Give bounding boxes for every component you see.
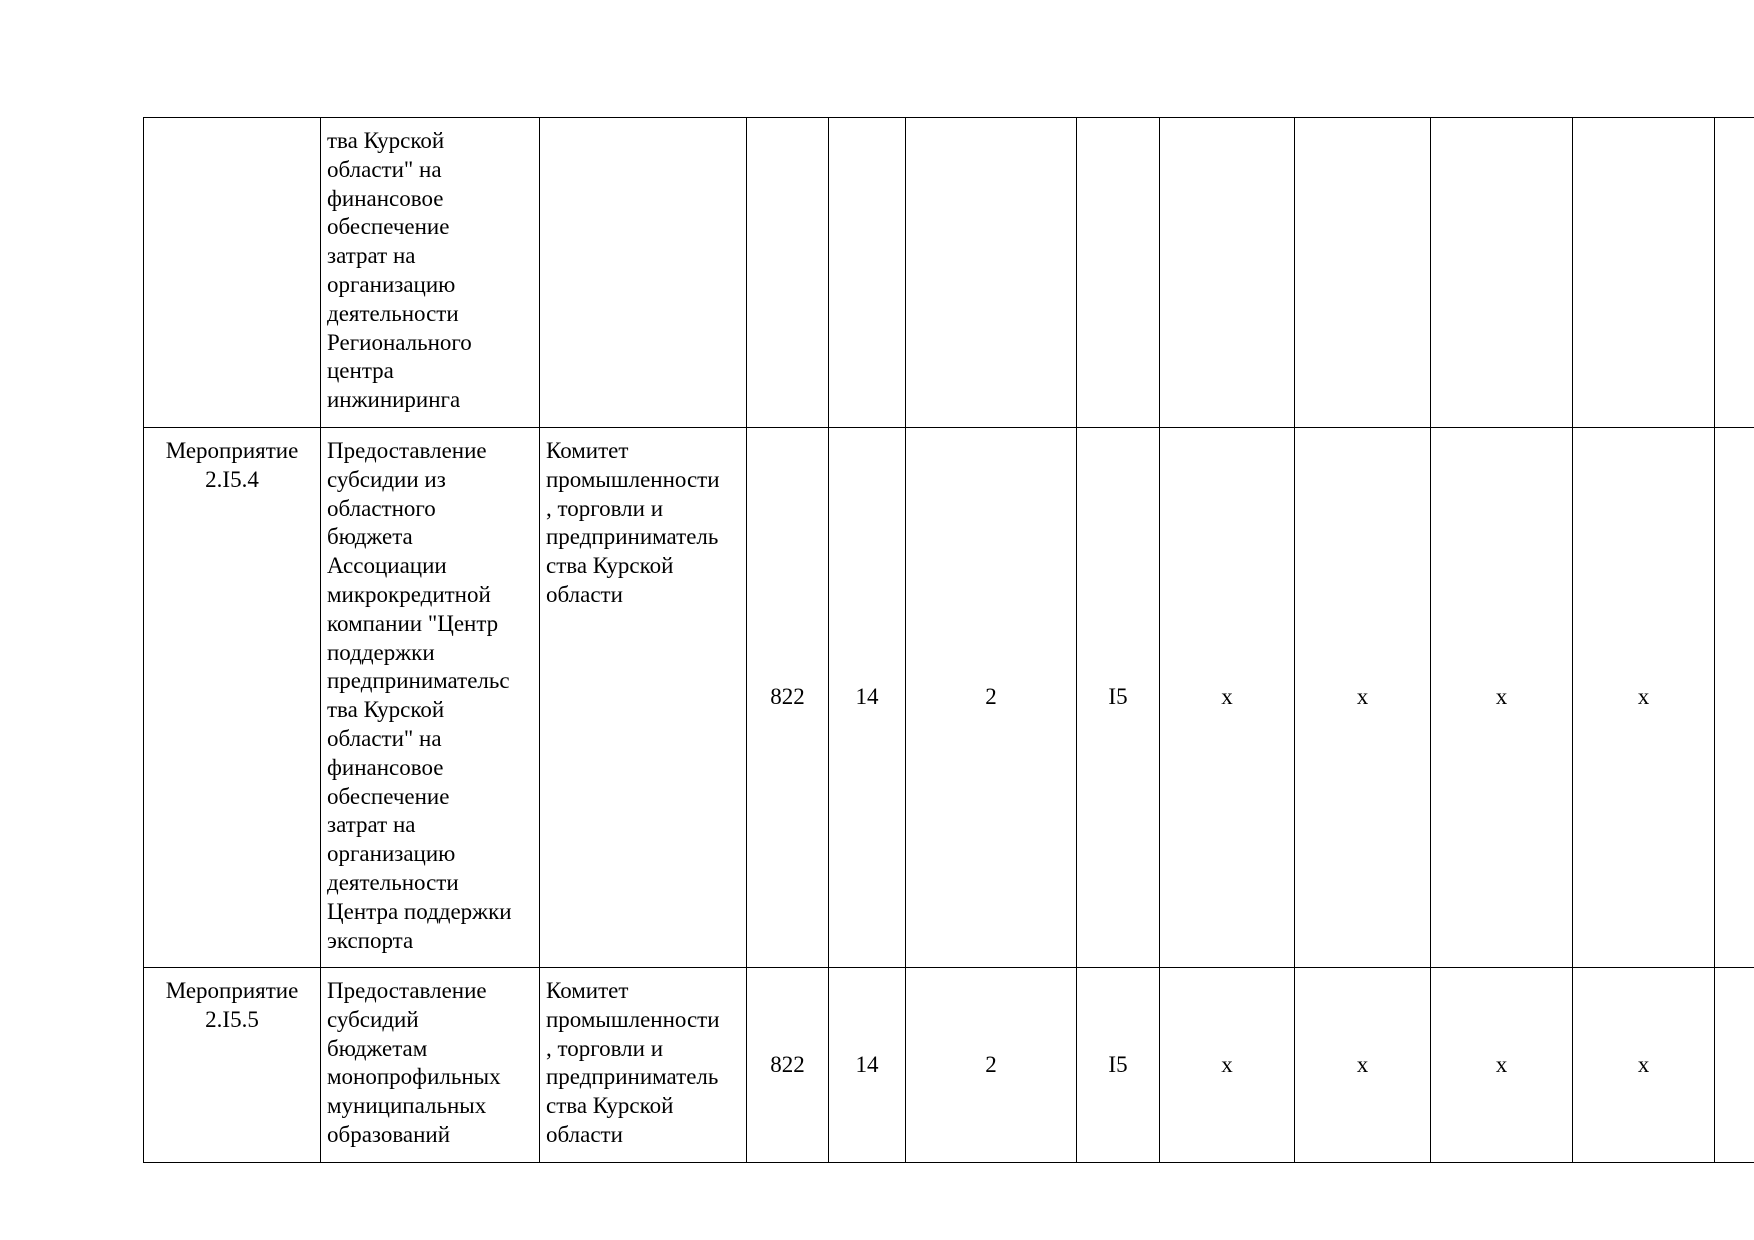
cs-cell: I5	[1077, 428, 1160, 968]
value-cell-3	[1431, 118, 1573, 428]
value-cell-2	[1295, 118, 1431, 428]
pr-cell: 2	[906, 968, 1077, 1163]
value-cell-5	[1715, 428, 1754, 968]
rz-cell	[829, 118, 906, 428]
table-row	[144, 968, 1754, 1163]
value-cell-1: x	[1160, 968, 1295, 1163]
cs-cell	[1077, 118, 1160, 428]
value-cell-4	[1573, 118, 1715, 428]
executor-cell	[540, 118, 747, 428]
pr-cell	[906, 118, 1077, 428]
executor-cell: Комитет промышленности , торговли и предприниматель ства Курской области	[540, 968, 747, 1163]
value-cell-2: x	[1295, 428, 1431, 968]
value-cell-1	[1160, 118, 1295, 428]
value-cell-3: x	[1431, 968, 1573, 1163]
value-cell-5	[1715, 118, 1754, 428]
description-cell: тва Курской области" на финансовое обеспечение затрат на организацию деятельности Регионального центра инжиниринга	[321, 118, 540, 428]
rz-cell: 14	[829, 428, 906, 968]
value-cell-5	[1715, 968, 1754, 1163]
event-cell: Мероприятие 2.I5.4	[144, 428, 321, 968]
grbs-cell	[747, 118, 829, 428]
executor-cell: Комитет промышленности , торговли и предприниматель ства Курской области	[540, 428, 747, 968]
table-row	[144, 428, 1754, 968]
pr-cell: 2	[906, 428, 1077, 968]
value-cell-3: x	[1431, 428, 1573, 968]
description-cell: Предоставление субсидии из областного бюджета Ассоциации микрокредитной компании "Центр поддержки предпринимательс тва Курской области" на финансовое обеспечение затрат на организацию деятельности Центра поддержки экспорта	[321, 428, 540, 968]
description-cell: Предоставление субсидий бюджетам монопрофильных муниципальных образований	[321, 968, 540, 1163]
event-cell	[144, 118, 321, 428]
event-cell: Мероприятие 2.I5.5	[144, 968, 321, 1163]
grbs-cell: 822	[747, 968, 829, 1163]
value-cell-2: x	[1295, 968, 1431, 1163]
table-row	[144, 118, 1754, 428]
value-cell-4: x	[1573, 428, 1715, 968]
grbs-cell: 822	[747, 428, 829, 968]
cs-cell: I5	[1077, 968, 1160, 1163]
value-cell-1: x	[1160, 428, 1295, 968]
value-cell-4: x	[1573, 968, 1715, 1163]
budget-table	[143, 117, 1754, 1163]
rz-cell: 14	[829, 968, 906, 1163]
